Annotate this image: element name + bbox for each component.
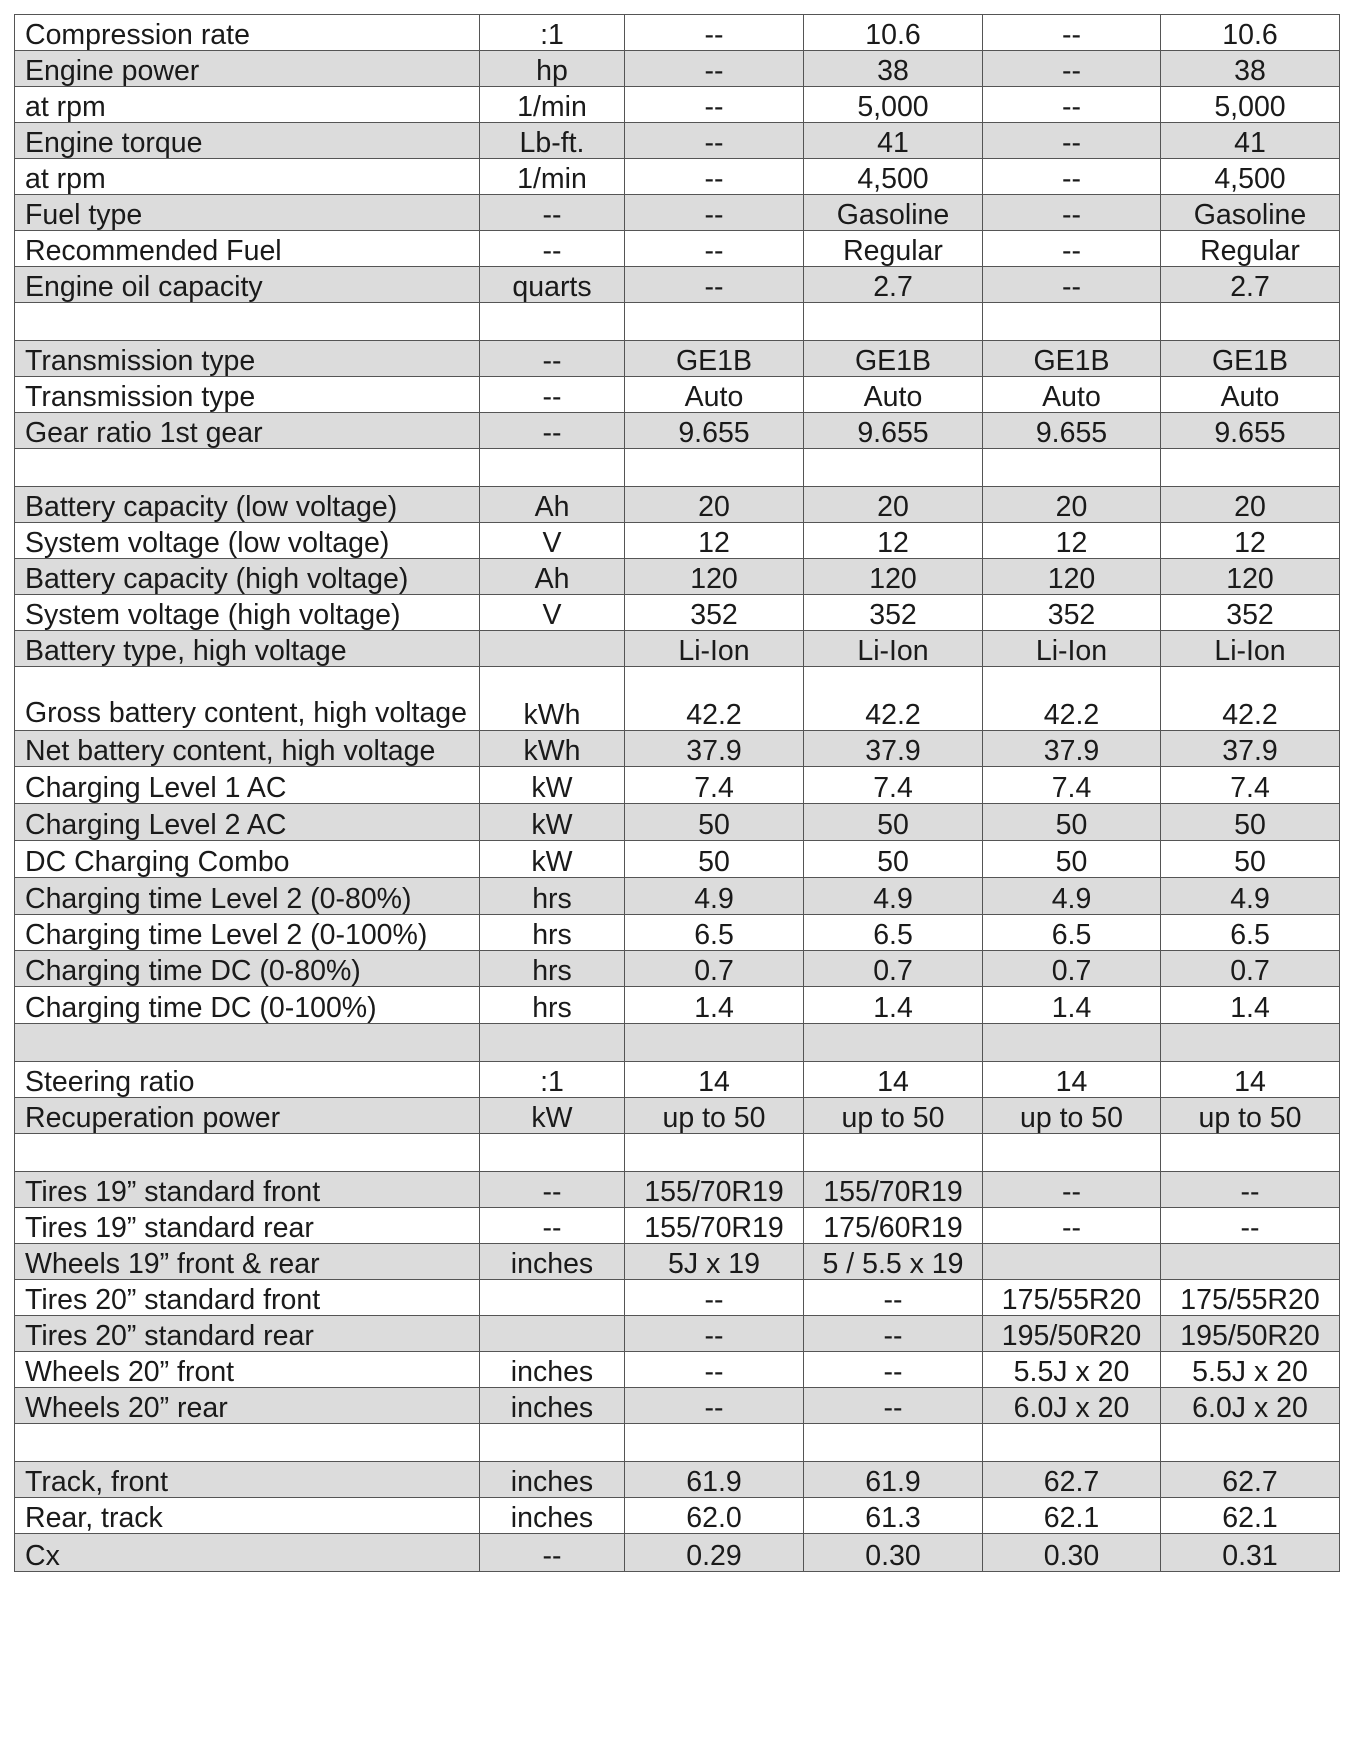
value-cell: 1.4 xyxy=(804,987,983,1024)
table-row xyxy=(15,915,1340,951)
table-row xyxy=(15,1316,1340,1352)
unit-cell: inches xyxy=(480,1352,625,1388)
value-cell: 37.9 xyxy=(1161,731,1340,767)
value-cell: 1.4 xyxy=(983,987,1161,1024)
spec-label-cell: Track, front xyxy=(15,1462,480,1498)
value-cell: 50 xyxy=(1161,841,1340,878)
unit-cell: kW xyxy=(480,804,625,841)
value-cell: Gasoline xyxy=(804,195,983,231)
value-cell: GE1B xyxy=(625,341,804,377)
value-cell: -- xyxy=(625,87,804,123)
value-cell: -- xyxy=(983,51,1161,87)
unit-cell xyxy=(480,1280,625,1316)
spec-label-cell: Charging time DC (0-80%) xyxy=(15,951,480,987)
unit-cell: Lb-ft. xyxy=(480,123,625,159)
value-cell: 4.9 xyxy=(1161,878,1340,915)
spec-label-cell: Recommended Fuel xyxy=(15,231,480,267)
unit-cell: :1 xyxy=(480,1062,625,1098)
unit-cell: V xyxy=(480,595,625,631)
value-cell: -- xyxy=(1161,1172,1340,1208)
value-cell: 9.655 xyxy=(1161,413,1340,449)
table-row xyxy=(15,1244,1340,1280)
unit-cell: 1/min xyxy=(480,159,625,195)
value-cell: 42.2 xyxy=(804,667,983,731)
value-cell: 9.655 xyxy=(983,413,1161,449)
table-row xyxy=(15,413,1340,449)
value-cell: 37.9 xyxy=(804,731,983,767)
spec-label-cell: System voltage (high voltage) xyxy=(15,595,480,631)
table-row xyxy=(15,267,1340,303)
value-cell: -- xyxy=(625,231,804,267)
unit-cell xyxy=(480,449,625,487)
unit-cell xyxy=(480,1316,625,1352)
value-cell: 5,000 xyxy=(1161,87,1340,123)
unit-cell: inches xyxy=(480,1244,625,1280)
value-cell xyxy=(625,1024,804,1062)
spec-label-cell: Gear ratio 1st gear xyxy=(15,413,480,449)
value-cell xyxy=(983,1424,1161,1462)
value-cell: 4.9 xyxy=(983,878,1161,915)
value-cell: Li-Ion xyxy=(983,631,1161,667)
value-cell: 6.5 xyxy=(625,915,804,951)
value-cell: 62.7 xyxy=(983,1462,1161,1498)
value-cell: 6.5 xyxy=(983,915,1161,951)
value-cell: 20 xyxy=(1161,487,1340,523)
value-cell: -- xyxy=(983,1172,1161,1208)
table-row xyxy=(15,487,1340,523)
value-cell: -- xyxy=(983,15,1161,51)
value-cell: 61.9 xyxy=(625,1462,804,1498)
value-cell: 155/70R19 xyxy=(804,1172,983,1208)
value-cell: 352 xyxy=(1161,595,1340,631)
unit-cell: kW xyxy=(480,767,625,804)
table-row xyxy=(15,595,1340,631)
value-cell: 5.5J x 20 xyxy=(1161,1352,1340,1388)
value-cell: -- xyxy=(983,123,1161,159)
unit-cell xyxy=(480,1134,625,1172)
value-cell: 20 xyxy=(804,487,983,523)
value-cell: 61.9 xyxy=(804,1462,983,1498)
spec-label-cell: Steering ratio xyxy=(15,1062,480,1098)
value-cell: -- xyxy=(625,123,804,159)
value-cell: 50 xyxy=(804,841,983,878)
value-cell: 0.30 xyxy=(983,1534,1161,1572)
value-cell: 62.7 xyxy=(1161,1462,1340,1498)
value-cell: 120 xyxy=(804,559,983,595)
spec-label-cell: Transmission type xyxy=(15,377,480,413)
value-cell: 37.9 xyxy=(625,731,804,767)
value-cell xyxy=(983,449,1161,487)
spec-label-cell: Charging Level 1 AC xyxy=(15,767,480,804)
value-cell: Auto xyxy=(804,377,983,413)
spec-label-cell: Net battery content, high voltage xyxy=(15,731,480,767)
spec-label-cell xyxy=(15,1134,480,1172)
value-cell: 14 xyxy=(983,1062,1161,1098)
value-cell: 2.7 xyxy=(804,267,983,303)
value-cell: -- xyxy=(804,1352,983,1388)
unit-cell: hrs xyxy=(480,878,625,915)
table-row xyxy=(15,559,1340,595)
value-cell: 0.31 xyxy=(1161,1534,1340,1572)
unit-cell: -- xyxy=(480,413,625,449)
value-cell: 37.9 xyxy=(983,731,1161,767)
spec-label-cell xyxy=(15,449,480,487)
table-row xyxy=(15,15,1340,51)
value-cell: 4.9 xyxy=(625,878,804,915)
value-cell: 175/55R20 xyxy=(1161,1280,1340,1316)
value-cell: 50 xyxy=(983,841,1161,878)
table-row xyxy=(15,231,1340,267)
value-cell: 1.4 xyxy=(625,987,804,1024)
unit-cell: hrs xyxy=(480,951,625,987)
value-cell: 7.4 xyxy=(1161,767,1340,804)
spec-label-cell: DC Charging Combo xyxy=(15,841,480,878)
value-cell xyxy=(983,1244,1161,1280)
spec-label-cell xyxy=(15,303,480,341)
value-cell: 50 xyxy=(625,841,804,878)
value-cell: 10.6 xyxy=(804,15,983,51)
unit-cell: hp xyxy=(480,51,625,87)
value-cell xyxy=(804,449,983,487)
value-cell: 195/50R20 xyxy=(1161,1316,1340,1352)
value-cell: 120 xyxy=(1161,559,1340,595)
value-cell: -- xyxy=(625,1280,804,1316)
spec-label-cell: Gross battery content, high voltage xyxy=(15,667,480,731)
spec-label-cell: Tires 19” standard front xyxy=(15,1172,480,1208)
value-cell: 5J x 19 xyxy=(625,1244,804,1280)
table-row xyxy=(15,1098,1340,1134)
spec-label-cell: Battery type, high voltage xyxy=(15,631,480,667)
table-row xyxy=(15,51,1340,87)
value-cell: 6.0J x 20 xyxy=(1161,1388,1340,1424)
table-row xyxy=(15,1388,1340,1424)
table-row xyxy=(15,159,1340,195)
value-cell: 352 xyxy=(804,595,983,631)
table-row xyxy=(15,1498,1340,1534)
value-cell: 6.5 xyxy=(1161,915,1340,951)
spec-label-cell: Wheels 20” front xyxy=(15,1352,480,1388)
value-cell: 5,000 xyxy=(804,87,983,123)
unit-cell: hrs xyxy=(480,987,625,1024)
value-cell: 12 xyxy=(804,523,983,559)
spec-label-cell: Engine oil capacity xyxy=(15,267,480,303)
value-cell: 20 xyxy=(983,487,1161,523)
value-cell: 38 xyxy=(1161,51,1340,87)
unit-cell: Ah xyxy=(480,487,625,523)
unit-cell: kW xyxy=(480,841,625,878)
value-cell: -- xyxy=(804,1280,983,1316)
spec-label-cell: at rpm xyxy=(15,87,480,123)
value-cell: GE1B xyxy=(983,341,1161,377)
value-cell: 2.7 xyxy=(1161,267,1340,303)
value-cell: Li-Ion xyxy=(804,631,983,667)
unit-cell: Ah xyxy=(480,559,625,595)
spec-label-cell: Engine torque xyxy=(15,123,480,159)
table-row xyxy=(15,1534,1340,1572)
value-cell: 42.2 xyxy=(625,667,804,731)
spec-label-cell: Charging time Level 2 (0-80%) xyxy=(15,878,480,915)
value-cell xyxy=(625,1424,804,1462)
specifications-table xyxy=(14,14,1340,1572)
table-row xyxy=(15,767,1340,804)
table-row xyxy=(15,1280,1340,1316)
value-cell: Regular xyxy=(1161,231,1340,267)
value-cell: up to 50 xyxy=(983,1098,1161,1134)
value-cell: 352 xyxy=(625,595,804,631)
value-cell: 0.7 xyxy=(1161,951,1340,987)
value-cell: 10.6 xyxy=(1161,15,1340,51)
unit-cell xyxy=(480,1024,625,1062)
value-cell: 61.3 xyxy=(804,1498,983,1534)
value-cell xyxy=(804,1424,983,1462)
value-cell: -- xyxy=(983,1208,1161,1244)
unit-cell xyxy=(480,631,625,667)
value-cell: -- xyxy=(983,87,1161,123)
value-cell: 4,500 xyxy=(804,159,983,195)
value-cell: -- xyxy=(625,1316,804,1352)
value-cell: 62.0 xyxy=(625,1498,804,1534)
value-cell: 7.4 xyxy=(983,767,1161,804)
table-row xyxy=(15,1352,1340,1388)
spec-label-cell: Charging time Level 2 (0-100%) xyxy=(15,915,480,951)
value-cell: 0.7 xyxy=(804,951,983,987)
value-cell xyxy=(1161,1244,1340,1280)
value-cell: 38 xyxy=(804,51,983,87)
value-cell: 155/70R19 xyxy=(625,1172,804,1208)
table-row xyxy=(15,377,1340,413)
value-cell: 195/50R20 xyxy=(983,1316,1161,1352)
value-cell: 352 xyxy=(983,595,1161,631)
value-cell: -- xyxy=(625,195,804,231)
specifications-table-body xyxy=(15,15,1340,1572)
value-cell xyxy=(983,303,1161,341)
value-cell: 6.0J x 20 xyxy=(983,1388,1161,1424)
table-row xyxy=(15,841,1340,878)
value-cell xyxy=(983,1134,1161,1172)
unit-cell: kWh xyxy=(480,731,625,767)
spec-label-cell xyxy=(15,1424,480,1462)
value-cell: -- xyxy=(804,1388,983,1424)
value-cell: 62.1 xyxy=(983,1498,1161,1534)
value-cell: Li-Ion xyxy=(625,631,804,667)
unit-cell xyxy=(480,303,625,341)
value-cell: -- xyxy=(1161,1208,1340,1244)
table-row xyxy=(15,1062,1340,1098)
table-spacer-row xyxy=(15,1424,1340,1462)
value-cell: 14 xyxy=(804,1062,983,1098)
table-spacer-row xyxy=(15,1024,1340,1062)
table-row xyxy=(15,1208,1340,1244)
value-cell: 9.655 xyxy=(625,413,804,449)
value-cell: 62.1 xyxy=(1161,1498,1340,1534)
table-row xyxy=(15,87,1340,123)
unit-cell: :1 xyxy=(480,15,625,51)
spec-label-cell: Battery capacity (high voltage) xyxy=(15,559,480,595)
value-cell: 42.2 xyxy=(1161,667,1340,731)
spec-label-cell: Charging Level 2 AC xyxy=(15,804,480,841)
unit-cell: V xyxy=(480,523,625,559)
table-row xyxy=(15,804,1340,841)
value-cell: 4,500 xyxy=(1161,159,1340,195)
spec-label-cell: at rpm xyxy=(15,159,480,195)
table-row xyxy=(15,123,1340,159)
value-cell: 41 xyxy=(1161,123,1340,159)
value-cell: 0.7 xyxy=(983,951,1161,987)
value-cell: -- xyxy=(983,159,1161,195)
value-cell: 7.4 xyxy=(625,767,804,804)
table-row xyxy=(15,878,1340,915)
value-cell xyxy=(1161,1424,1340,1462)
value-cell: Li-Ion xyxy=(1161,631,1340,667)
unit-cell: -- xyxy=(480,231,625,267)
value-cell xyxy=(804,303,983,341)
value-cell: -- xyxy=(625,15,804,51)
value-cell: 1.4 xyxy=(1161,987,1340,1024)
value-cell: 175/60R19 xyxy=(804,1208,983,1244)
unit-cell: -- xyxy=(480,1172,625,1208)
value-cell xyxy=(983,1024,1161,1062)
value-cell: GE1B xyxy=(804,341,983,377)
value-cell xyxy=(625,303,804,341)
unit-cell xyxy=(480,1424,625,1462)
spec-label-cell: Cx xyxy=(15,1534,480,1572)
value-cell: 41 xyxy=(804,123,983,159)
value-cell: 120 xyxy=(625,559,804,595)
value-cell: -- xyxy=(625,159,804,195)
value-cell: 175/55R20 xyxy=(983,1280,1161,1316)
value-cell xyxy=(625,449,804,487)
table-row xyxy=(15,341,1340,377)
value-cell: GE1B xyxy=(1161,341,1340,377)
value-cell: 42.2 xyxy=(983,667,1161,731)
value-cell xyxy=(1161,1024,1340,1062)
unit-cell: -- xyxy=(480,195,625,231)
unit-cell: inches xyxy=(480,1498,625,1534)
table-spacer-row xyxy=(15,449,1340,487)
value-cell: 12 xyxy=(983,523,1161,559)
value-cell: -- xyxy=(983,195,1161,231)
value-cell xyxy=(1161,1134,1340,1172)
unit-cell: 1/min xyxy=(480,87,625,123)
value-cell: 50 xyxy=(804,804,983,841)
unit-cell: kWh xyxy=(480,667,625,731)
value-cell: 12 xyxy=(1161,523,1340,559)
value-cell: Auto xyxy=(1161,377,1340,413)
value-cell xyxy=(625,1134,804,1172)
unit-cell: -- xyxy=(480,341,625,377)
spec-label-cell xyxy=(15,1024,480,1062)
value-cell: 0.7 xyxy=(625,951,804,987)
spec-label-cell: Battery capacity (low voltage) xyxy=(15,487,480,523)
value-cell xyxy=(1161,449,1340,487)
value-cell: Auto xyxy=(983,377,1161,413)
value-cell: 50 xyxy=(1161,804,1340,841)
spec-label-cell: Fuel type xyxy=(15,195,480,231)
value-cell: -- xyxy=(625,1352,804,1388)
unit-cell: -- xyxy=(480,377,625,413)
value-cell: -- xyxy=(625,267,804,303)
spec-label-cell: Tires 20” standard front xyxy=(15,1280,480,1316)
unit-cell: -- xyxy=(480,1534,625,1572)
value-cell: 5.5J x 20 xyxy=(983,1352,1161,1388)
spec-label-cell: Compression rate xyxy=(15,15,480,51)
value-cell: 20 xyxy=(625,487,804,523)
value-cell: -- xyxy=(625,1388,804,1424)
spec-label-cell: Wheels 19” front & rear xyxy=(15,1244,480,1280)
value-cell: 6.5 xyxy=(804,915,983,951)
table-row xyxy=(15,1462,1340,1498)
table-row xyxy=(15,987,1340,1024)
spec-label-cell: Tires 19” standard rear xyxy=(15,1208,480,1244)
unit-cell: kW xyxy=(480,1098,625,1134)
unit-cell: hrs xyxy=(480,915,625,951)
value-cell: up to 50 xyxy=(1161,1098,1340,1134)
value-cell: 14 xyxy=(625,1062,804,1098)
spec-label-cell: Wheels 20” rear xyxy=(15,1388,480,1424)
table-row xyxy=(15,195,1340,231)
value-cell: -- xyxy=(625,51,804,87)
unit-cell: inches xyxy=(480,1388,625,1424)
value-cell: 0.29 xyxy=(625,1534,804,1572)
value-cell: 0.30 xyxy=(804,1534,983,1572)
spec-label-cell: Transmission type xyxy=(15,341,480,377)
spec-label-cell: Engine power xyxy=(15,51,480,87)
table-row xyxy=(15,731,1340,767)
value-cell: 14 xyxy=(1161,1062,1340,1098)
value-cell: 12 xyxy=(625,523,804,559)
value-cell: 4.9 xyxy=(804,878,983,915)
unit-cell: inches xyxy=(480,1462,625,1498)
value-cell: up to 50 xyxy=(804,1098,983,1134)
value-cell: 9.655 xyxy=(804,413,983,449)
value-cell: Regular xyxy=(804,231,983,267)
value-cell: 50 xyxy=(983,804,1161,841)
table-row xyxy=(15,951,1340,987)
value-cell: -- xyxy=(983,267,1161,303)
value-cell: 5 / 5.5 x 19 xyxy=(804,1244,983,1280)
value-cell: 155/70R19 xyxy=(625,1208,804,1244)
value-cell: Auto xyxy=(625,377,804,413)
value-cell: 120 xyxy=(983,559,1161,595)
table-row xyxy=(15,1172,1340,1208)
unit-cell: -- xyxy=(480,1208,625,1244)
value-cell: -- xyxy=(983,231,1161,267)
table-spacer-row xyxy=(15,1134,1340,1172)
spec-label-cell: System voltage (low voltage) xyxy=(15,523,480,559)
unit-cell: quarts xyxy=(480,267,625,303)
spec-label-cell: Rear, track xyxy=(15,1498,480,1534)
table-row xyxy=(15,523,1340,559)
spec-label-cell: Recuperation power xyxy=(15,1098,480,1134)
value-cell xyxy=(1161,303,1340,341)
value-cell: 7.4 xyxy=(804,767,983,804)
value-cell xyxy=(804,1024,983,1062)
value-cell: -- xyxy=(804,1316,983,1352)
value-cell: 50 xyxy=(625,804,804,841)
table-row xyxy=(15,631,1340,667)
value-cell xyxy=(804,1134,983,1172)
spec-label-cell: Charging time DC (0-100%) xyxy=(15,987,480,1024)
value-cell: up to 50 xyxy=(625,1098,804,1134)
value-cell: Gasoline xyxy=(1161,195,1340,231)
table-spacer-row xyxy=(15,303,1340,341)
spec-label-cell: Tires 20” standard rear xyxy=(15,1316,480,1352)
table-row xyxy=(15,667,1340,731)
